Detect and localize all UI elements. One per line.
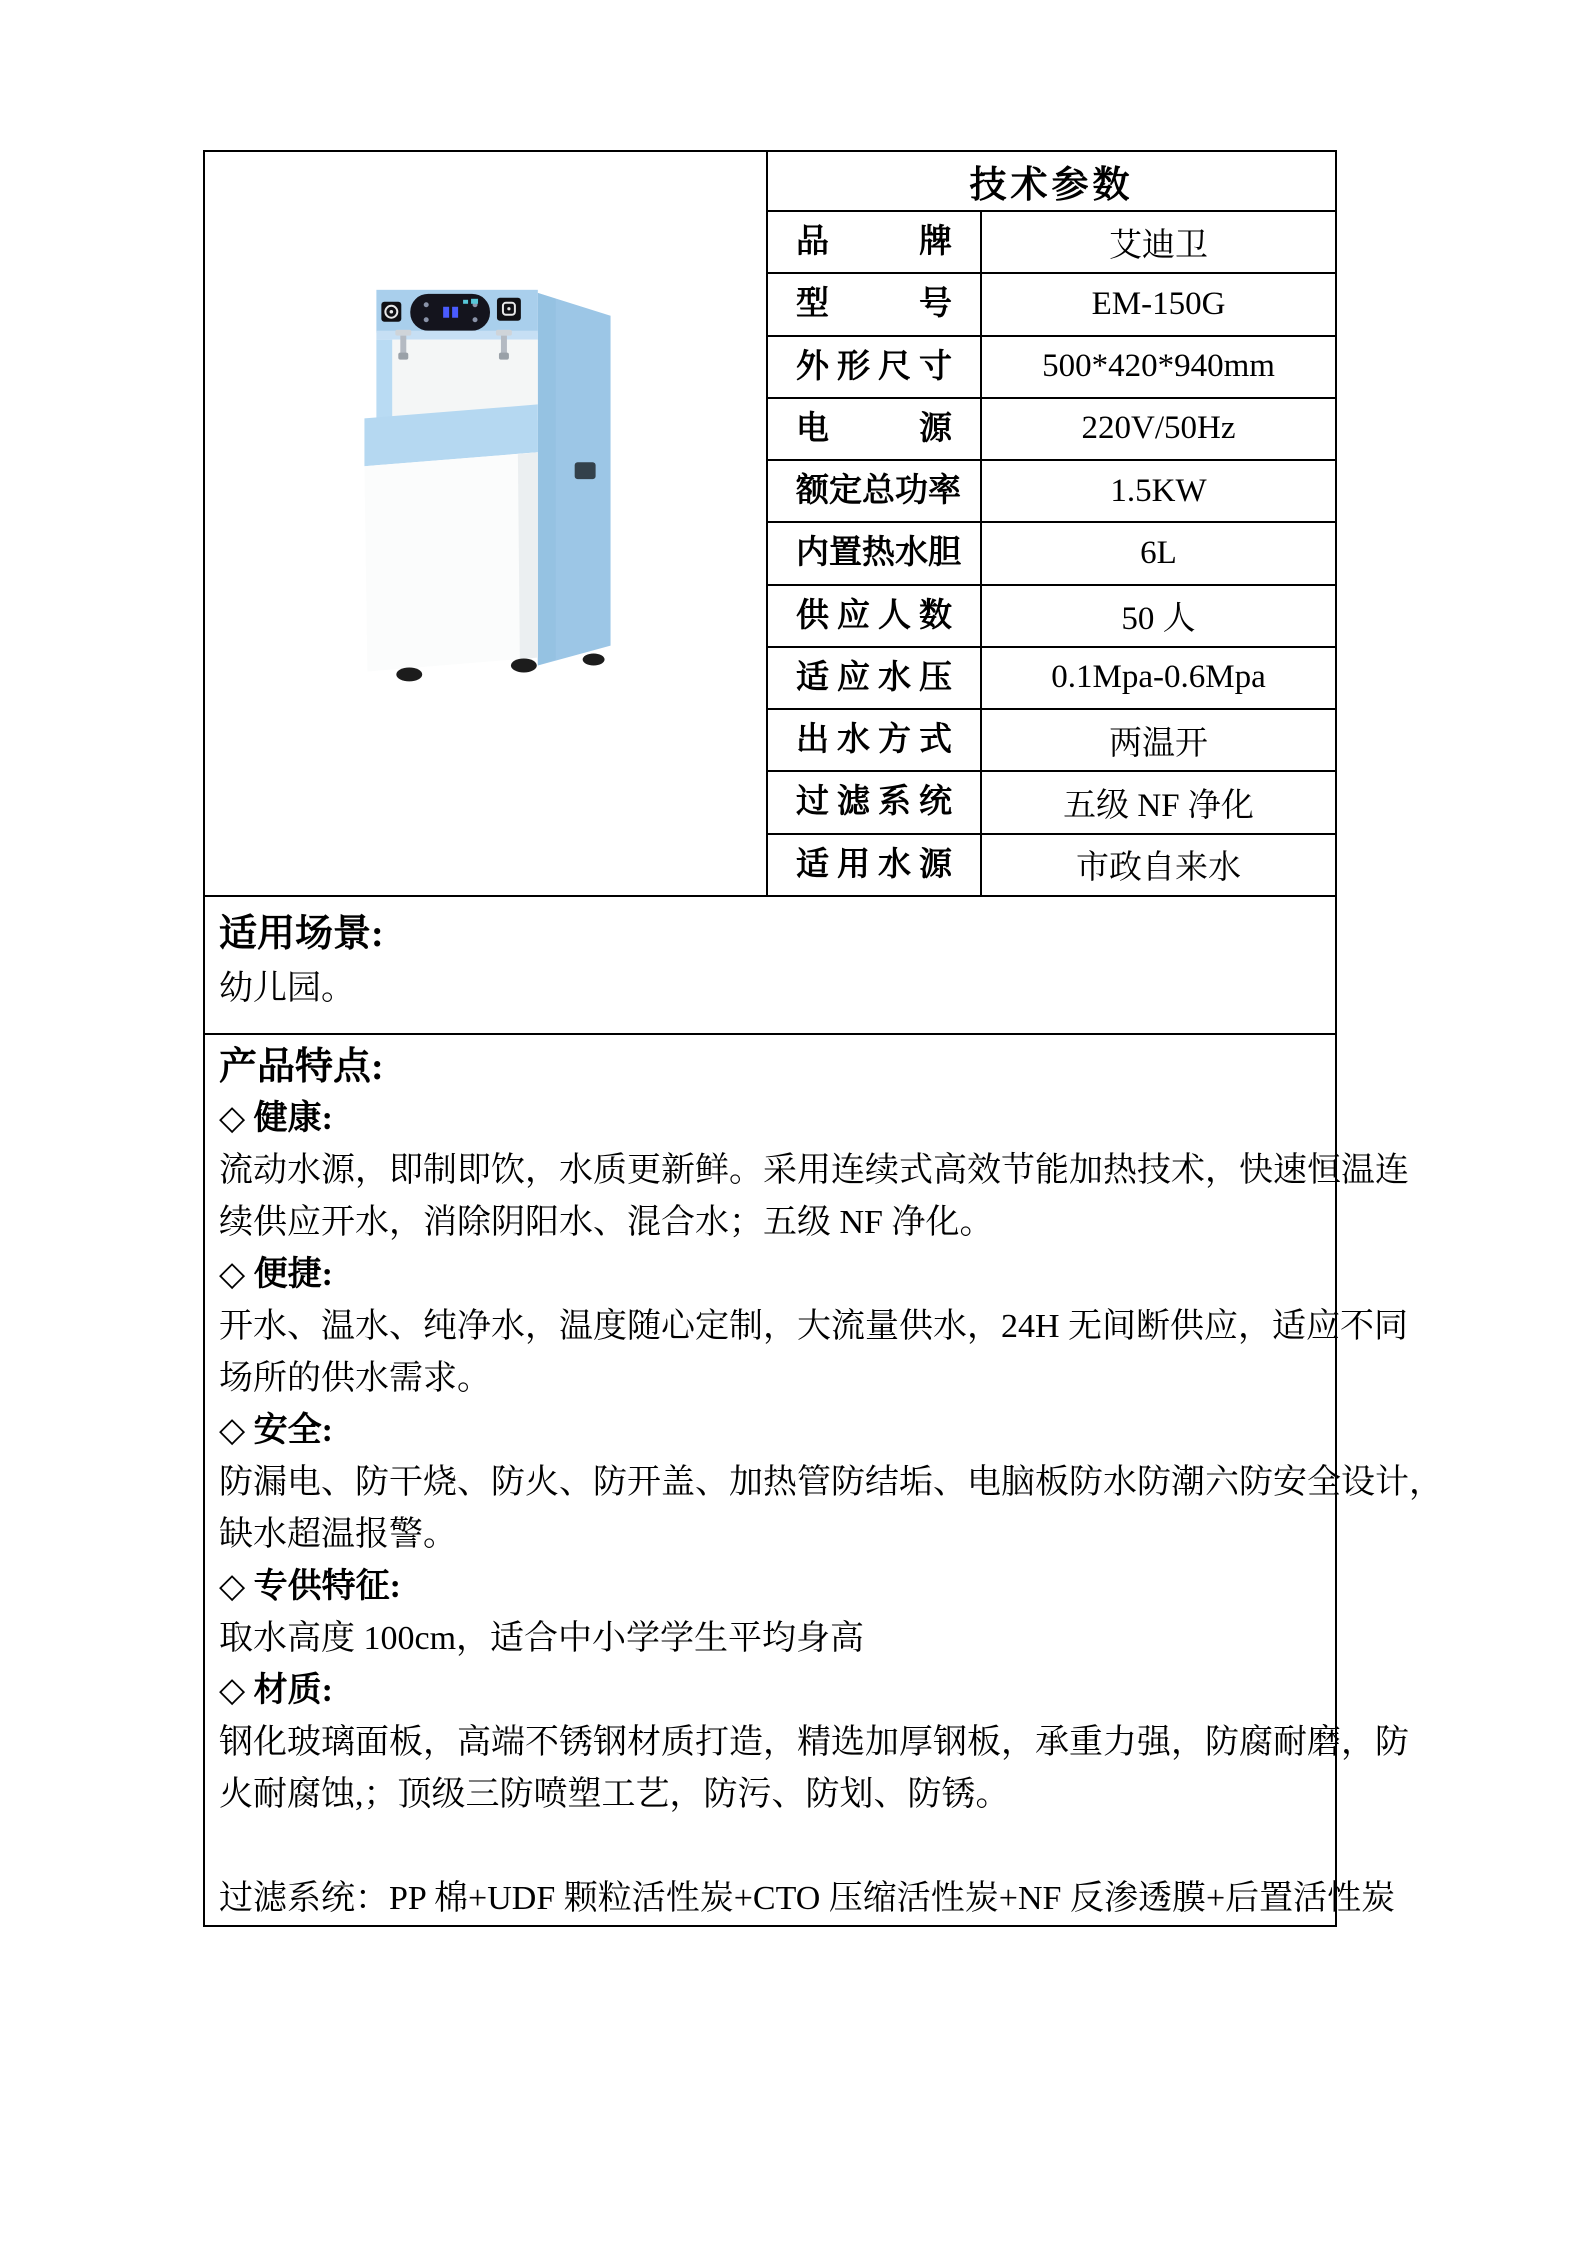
param-label: 供应人数 — [768, 586, 982, 646]
scenario-section — [205, 895, 1335, 1033]
param-row — [768, 210, 1335, 272]
feature-heading: ◇ 便捷: — [219, 1256, 333, 1293]
param-row — [768, 397, 1335, 459]
param-row — [768, 521, 1335, 583]
param-value: 五级 NF 净化 — [1063, 788, 1254, 825]
display-dot — [473, 317, 478, 322]
param-value: 市政自来水 — [1076, 850, 1241, 887]
feature-line: 火耐腐蚀,；顶级三防喷塑工艺，防污、防划、防锈。 — [219, 1776, 1010, 1813]
param-row — [768, 459, 1335, 521]
param-row — [768, 833, 1335, 895]
machine-lower-front — [364, 452, 537, 671]
feature-line: 取水高度 100cm，适合中小学学生平均身高 — [219, 1620, 865, 1657]
filter-system-line: 过滤系统：PP 棉+UDF 颗粒活性炭+CTO 压缩活性炭+NF 反渗透膜+后置活性炭 — [219, 1880, 1396, 1917]
features-section — [205, 1033, 1443, 1929]
product-image-cell — [205, 152, 768, 895]
feature-heading: ◇ 健康: — [219, 1100, 333, 1137]
param-label: 适用水源 — [768, 835, 982, 895]
param-label: 出水方式 — [768, 710, 982, 770]
param-row — [768, 335, 1335, 397]
display-dot — [424, 317, 429, 322]
display-indicator — [471, 299, 478, 304]
scenario-body: 幼儿园。 — [219, 970, 355, 1007]
machine-side-shade — [538, 293, 556, 666]
top-row — [205, 152, 1335, 895]
machine-foot — [396, 667, 422, 681]
param-label: 过滤系统 — [768, 772, 982, 832]
param-label: 型号 — [768, 274, 982, 334]
param-row — [768, 646, 1335, 708]
param-label: 内置热水胆 — [768, 523, 982, 583]
display-digit — [452, 307, 458, 318]
feature-heading: ◇ 安全: — [219, 1412, 333, 1449]
param-value: 0.1Mpa-0.6Mpa — [1051, 659, 1266, 696]
param-row — [768, 272, 1335, 334]
param-value: 6L — [1140, 534, 1177, 571]
machine-foot — [583, 654, 605, 666]
machine-left-strip — [376, 340, 392, 421]
right-switch-icon — [497, 298, 521, 321]
params-header: 技术参数 — [969, 165, 1134, 206]
param-value: 500*420*940mm — [1042, 348, 1275, 385]
scenario-title: 适用场景: — [219, 913, 384, 955]
spec-table — [203, 150, 1443, 1927]
param-row — [768, 584, 1335, 646]
param-label: 适应水压 — [768, 648, 982, 708]
param-row — [768, 708, 1335, 770]
feature-line: 续供应开水，消除阴阳水、混合水；五级 NF 净化。 — [219, 1204, 994, 1241]
feature-line: 缺水超温报警。 — [219, 1516, 457, 1553]
display-dot — [424, 302, 429, 307]
param-value: 1.5KW — [1110, 472, 1207, 509]
features-title: 产品特点: — [219, 1046, 384, 1088]
feature-line: 场所的供水需求。 — [219, 1360, 491, 1397]
handle-slot — [575, 462, 596, 479]
tech-params-table — [768, 152, 1335, 895]
param-value: 两温开 — [1109, 725, 1208, 762]
param-value: 220V/50Hz — [1081, 410, 1236, 447]
feature-line: 开水、温水、纯净水，温度随心定制，大流量供水，24H 无间断供应，适应不同 — [219, 1308, 1409, 1345]
param-label: 品牌 — [768, 212, 982, 272]
display-digit — [443, 307, 449, 318]
product-image — [205, 152, 766, 895]
param-label: 电源 — [768, 399, 982, 459]
feature-heading: ◇ 专供特征: — [219, 1568, 401, 1605]
param-value: 50 人 — [1121, 601, 1196, 638]
display-indicator — [463, 300, 468, 304]
machine-front-shade — [518, 452, 538, 659]
feature-line: 流动水源，即制即饮，水质更新鲜。采用连续式高效节能加热技术，快速恒温连 — [219, 1152, 1409, 1189]
param-value: EM-150G — [1091, 285, 1226, 322]
feature-line: 钢化玻璃面板，高端不锈钢材质打造，精选加厚钢板，承重力强，防腐耐磨，防 — [219, 1724, 1409, 1761]
machine-foot — [511, 659, 537, 673]
param-label: 额定总功率 — [768, 461, 982, 521]
param-row — [768, 770, 1335, 832]
param-value: 艾迪卫 — [1109, 227, 1208, 264]
param-label: 外形尺寸 — [768, 337, 982, 397]
left-switch-icon — [381, 302, 401, 322]
feature-heading: ◇ 材质: — [219, 1672, 333, 1709]
feature-line: 防漏电、防干烧、防火、防开盖、加热管防结垢、电脑板防水防潮六防安全设计， — [219, 1464, 1443, 1501]
feature-blank-line — [219, 1821, 1335, 1873]
